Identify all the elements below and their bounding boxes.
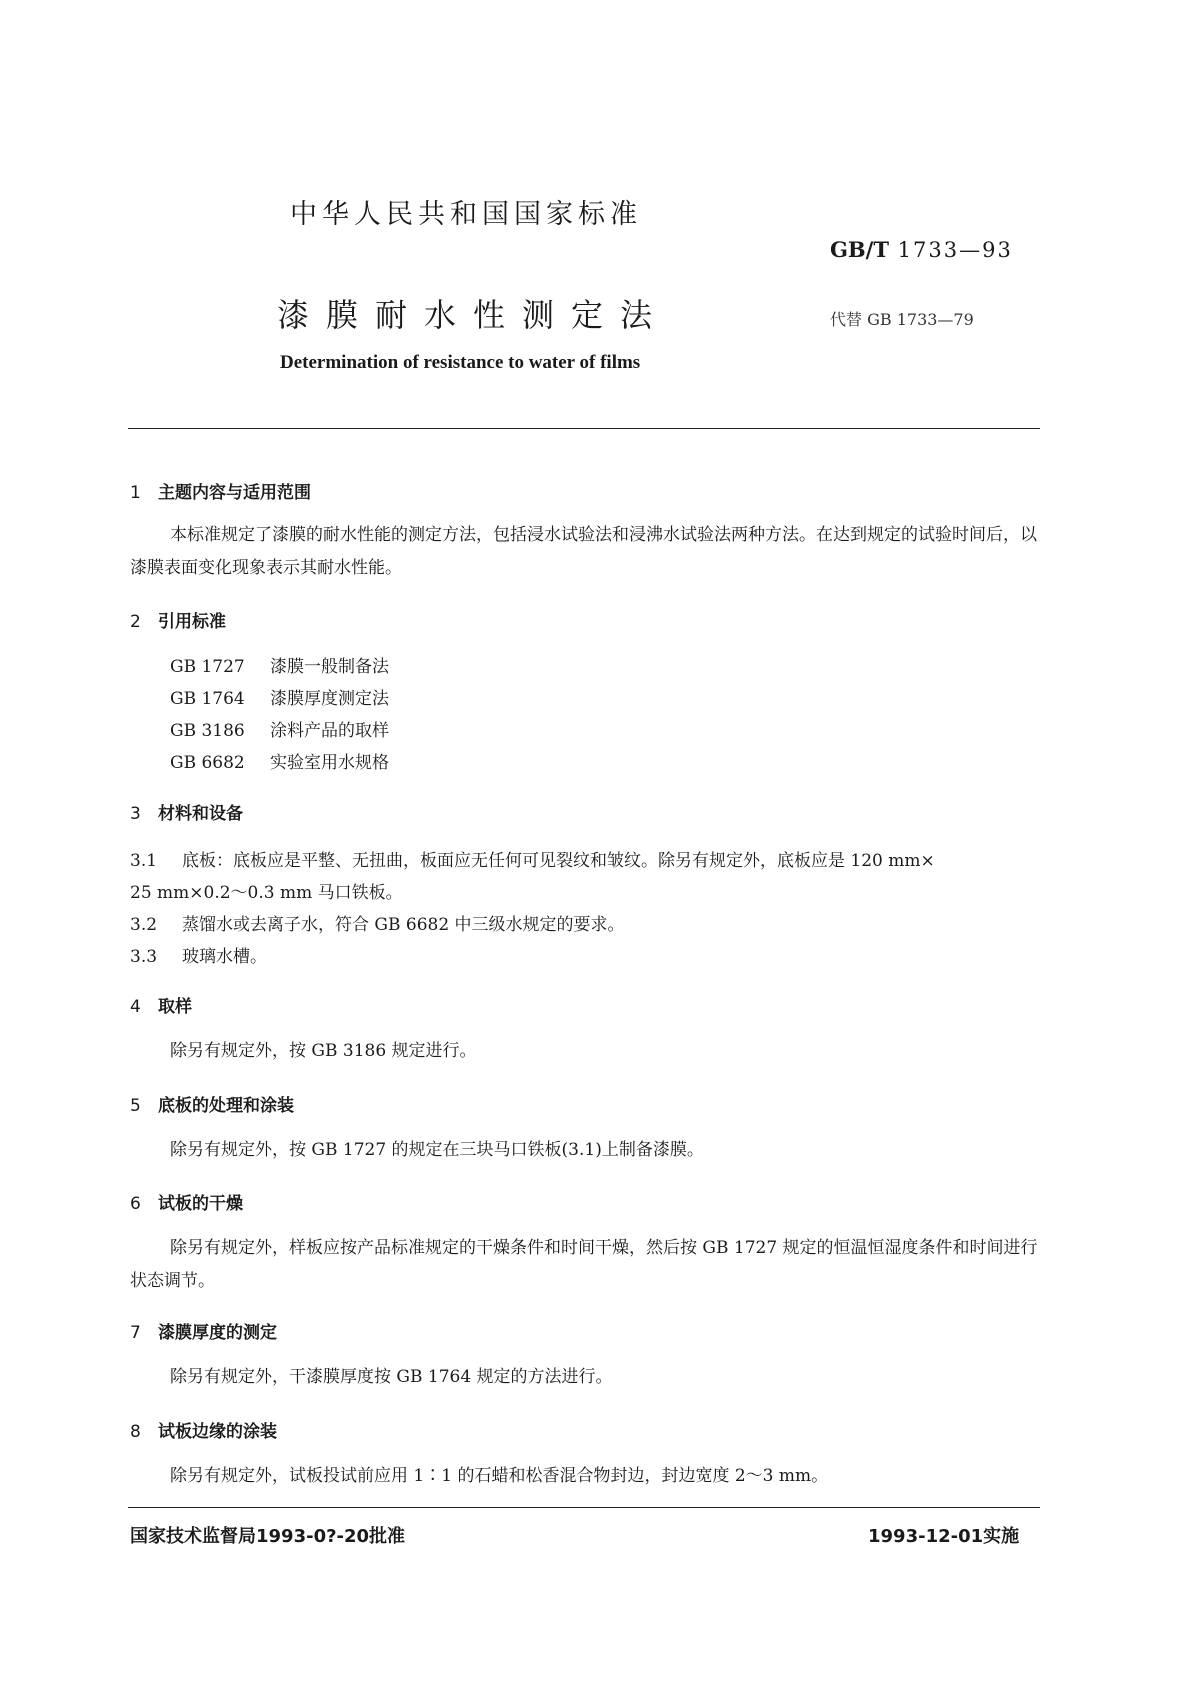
- section-1-heading: [130, 478, 311, 503]
- reference-name: 漆膜厚度测定法: [270, 689, 389, 709]
- section-3-heading: [130, 799, 243, 824]
- section-8-text: 除另有规定外，试板投试前应用 1∶1 的石蜡和松香混合物封边，封边宽度 2～3 mm。: [170, 1466, 829, 1486]
- section-8-heading: [130, 1417, 277, 1442]
- clause-number: 3.3: [130, 947, 158, 967]
- footer-divider: [128, 1507, 1040, 1508]
- national-standard-heading: 中华人民共和国国家标准: [290, 199, 642, 230]
- reference-item: [170, 652, 389, 677]
- section-number: 6: [130, 1194, 141, 1214]
- standard-number: [830, 237, 1013, 262]
- section-title: 底板的处理和涂装: [158, 1096, 294, 1116]
- reference-code: GB 1727: [170, 657, 245, 677]
- reference-name: 漆膜一般制备法: [270, 657, 389, 677]
- section-number: 3: [130, 804, 141, 824]
- clause-text: 蒸馏水或去离子水，符合 GB 6682 中三级水规定的要求。: [182, 915, 625, 935]
- section-1-text: 本标准规定了漆膜的耐水性能的测定方法，包括浸水试验法和浸沸水试验法两种方法。在达到规定的试验时间后，以漆膜表面变化现象表示其耐水性能。: [130, 525, 1037, 578]
- clause-number: 3.1: [130, 851, 158, 871]
- section-7-text: 除另有规定外，干漆膜厚度按 GB 1764 规定的方法进行。: [170, 1367, 613, 1387]
- section-number: 8: [130, 1422, 141, 1442]
- section-4-text: 除另有规定外，按 GB 3186 规定进行。: [170, 1041, 477, 1061]
- section-title: 材料和设备: [158, 804, 243, 824]
- section-6-heading: [130, 1189, 243, 1214]
- clause-3-3: [130, 942, 267, 967]
- clause-3-1: [130, 846, 935, 871]
- section-title: 取样: [158, 997, 192, 1017]
- clause-text: 底板：底板应是平整、无扭曲，板面应无任何可见裂纹和皱纹。除另有规定外，底板应是 120 mm×: [182, 851, 935, 871]
- section-title: 试板的干燥: [158, 1194, 243, 1214]
- implementation-date: 1993-12-01实施: [868, 1526, 1020, 1547]
- section-number: 1: [130, 483, 141, 503]
- section-number: 7: [130, 1323, 141, 1343]
- section-6-text: 除另有规定外，样板应按产品标准规定的干燥条件和时间干燥，然后按 GB 1727 规定的恒温恒湿度条件和时间进行状态调节。: [130, 1238, 1038, 1291]
- reference-code: GB 6682: [170, 753, 245, 773]
- reference-code: GB 1764: [170, 689, 245, 709]
- standard-prefix: GB/T: [830, 237, 889, 262]
- reference-code: GB 3186: [170, 721, 245, 741]
- section-5-heading: [130, 1091, 294, 1116]
- english-title: Determination of resistance to water of films: [280, 352, 641, 373]
- clause-3-2: [130, 910, 625, 935]
- section-7-heading: [130, 1318, 277, 1343]
- reference-item: [170, 684, 389, 709]
- section-title: 引用标准: [158, 612, 226, 632]
- standard-code: 1733—93: [897, 238, 1013, 262]
- reference-name: 实验室用水规格: [270, 753, 389, 773]
- clause-3-1-continued: 25 mm×0.2～0.3 mm 马口铁板。: [130, 883, 403, 903]
- reference-item: [170, 748, 389, 773]
- section-number: 2: [130, 612, 141, 632]
- section-4-heading: [130, 992, 192, 1017]
- section-title: 试板边缘的涂装: [158, 1422, 277, 1442]
- section-2-heading: [130, 607, 226, 632]
- clause-text: 玻璃水槽。: [182, 947, 267, 967]
- section-title: 主题内容与适用范围: [158, 483, 311, 503]
- section-number: 5: [130, 1096, 141, 1116]
- reference-item: [170, 716, 389, 741]
- approval-statement: 国家技术监督局1993-0?-20批准: [130, 1526, 406, 1547]
- reference-name: 涂料产品的取样: [270, 721, 389, 741]
- clause-number: 3.2: [130, 915, 158, 935]
- section-5-text: 除另有规定外，按 GB 1727 的规定在三块马口铁板(3.1)上制备漆膜。: [170, 1140, 704, 1160]
- section-title: 漆膜厚度的测定: [158, 1323, 277, 1343]
- document-title: 漆膜耐水性测定法: [277, 296, 670, 334]
- section-number: 4: [130, 997, 141, 1017]
- replaces-standard: 代替 GB 1733—79: [830, 310, 974, 329]
- header-divider: [128, 428, 1040, 429]
